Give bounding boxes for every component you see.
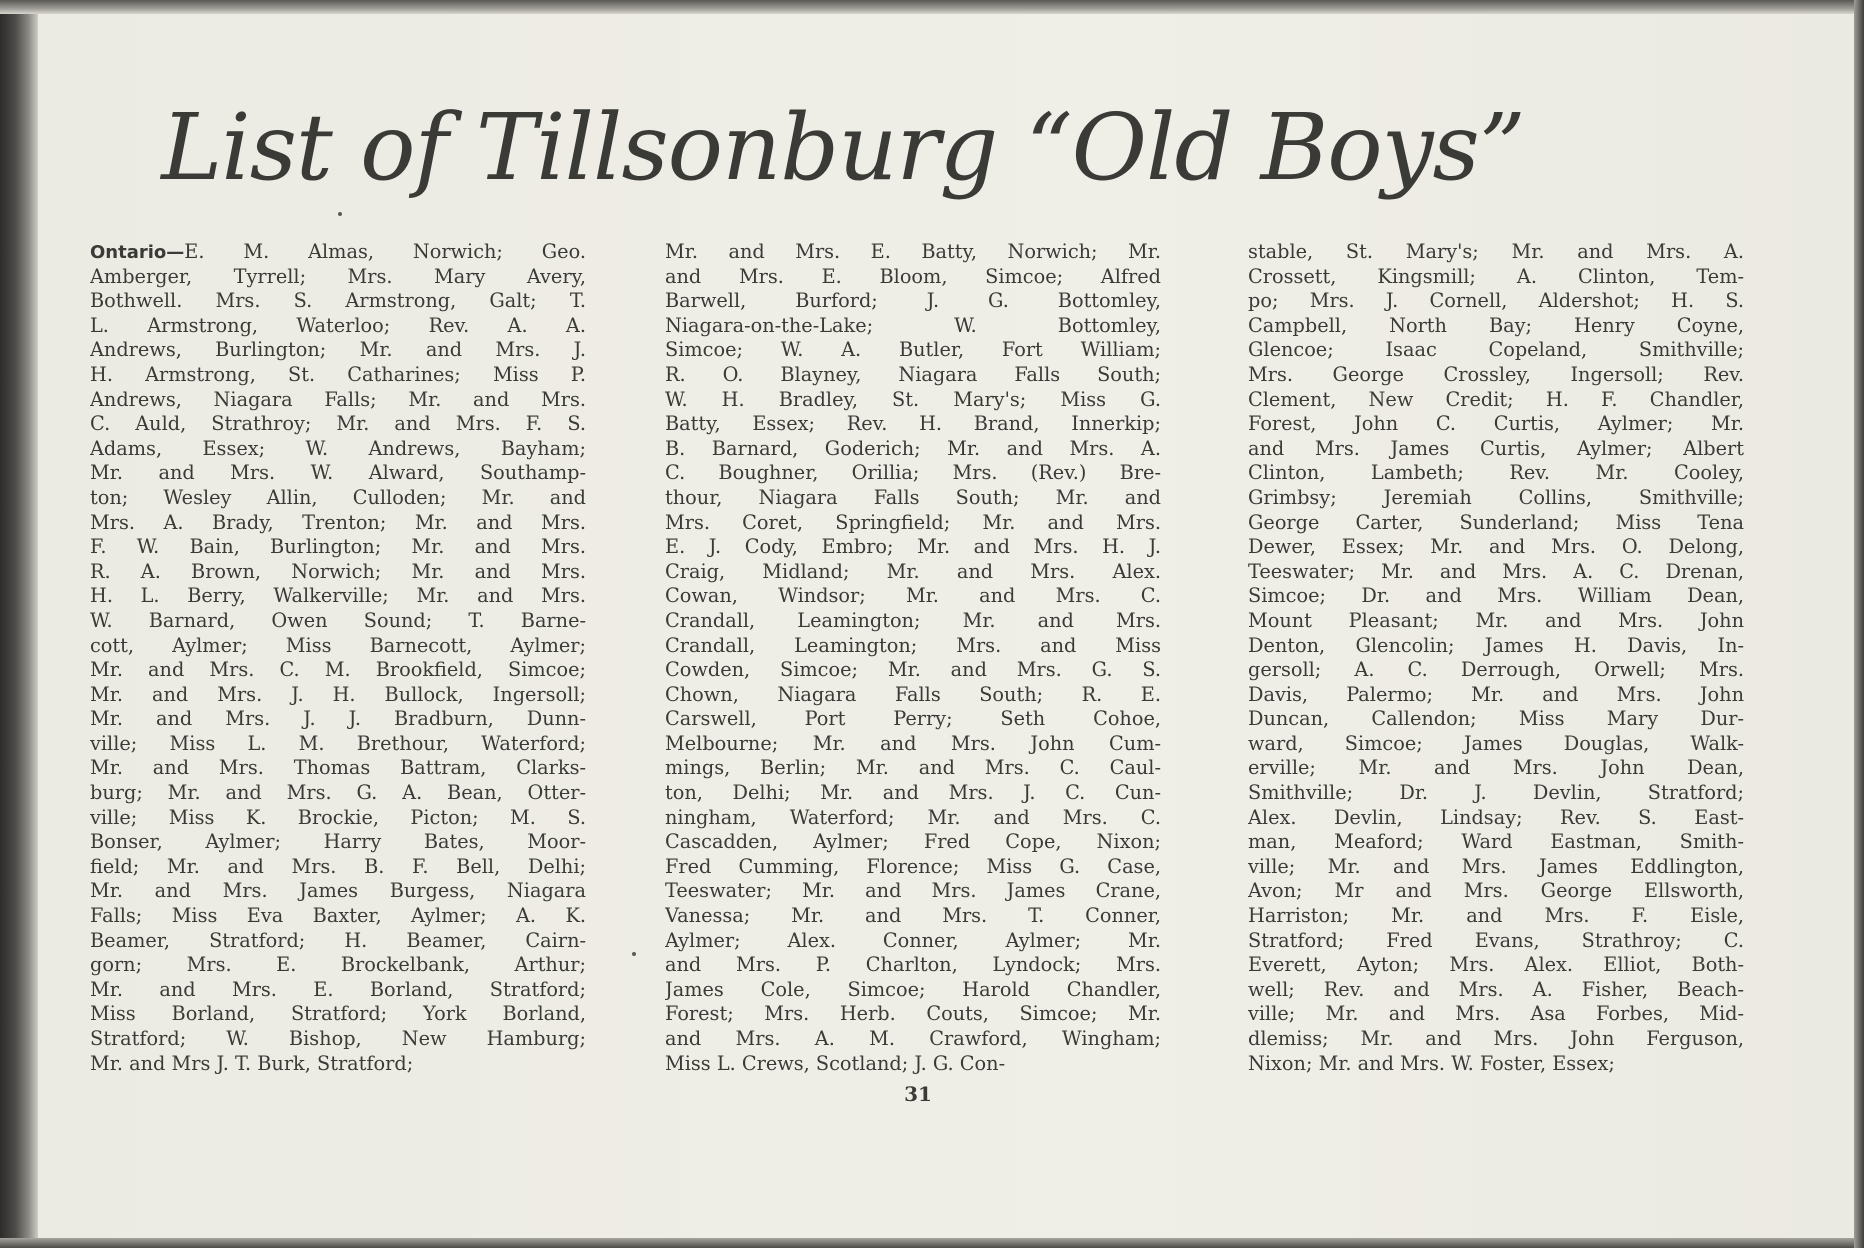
- text-line: Niagara-on-the-Lake; W. Bottomley,: [665, 313, 1161, 337]
- text-line: ville; Mr. and Mrs. James Eddlington,: [1248, 854, 1744, 878]
- text-line: Crandall, Leamington; Mr. and Mrs.: [665, 608, 1161, 632]
- text-line: Simcoe; W. A. Butler, Fort William;: [665, 338, 1161, 362]
- text-line: Mr. and Mrs. C. M. Brookfield, Simcoe;: [90, 658, 586, 682]
- text-line: Smithville; Dr. J. Devlin, Stratford;: [1248, 781, 1744, 805]
- text-line: Mr. and Mrs. E. Batty, Norwich; Mr.: [665, 240, 1161, 263]
- page: [38, 14, 1854, 1238]
- text-line: Cascadden, Aylmer; Fred Cope, Nixon;: [665, 830, 1161, 854]
- column-1: [90, 240, 586, 1076]
- text-line: Batty, Essex; Rev. H. Brand, Innerkip;: [665, 412, 1161, 436]
- text-line: Forest, John C. Curtis, Aylmer; Mr.: [1248, 412, 1744, 436]
- text-line: Simcoe; Dr. and Mrs. William Dean,: [1248, 584, 1744, 608]
- text-line: H. Armstrong, St. Catharines; Miss P.: [90, 362, 586, 386]
- paper-speck: [338, 212, 342, 216]
- text-line: and Mrs. P. Charlton, Lyndock; Mrs.: [665, 953, 1161, 977]
- text-line: Dewer, Essex; Mr. and Mrs. O. Delong,: [1248, 535, 1744, 559]
- text-line: Avon; Mr and Mrs. George Ellsworth,: [1248, 879, 1744, 903]
- text-line: Alex. Devlin, Lindsay; Rev. S. East-: [1248, 805, 1744, 829]
- text-line: man, Meaford; Ward Eastman, Smith-: [1248, 830, 1744, 854]
- text-line: Mr. and Mrs. J. J. Bradburn, Dunn-: [90, 707, 586, 731]
- text-line: Andrews, Burlington; Mr. and Mrs. J.: [90, 338, 586, 362]
- text-line: and Mrs. E. Bloom, Simcoe; Alfred: [665, 264, 1161, 288]
- text-line: Grimbsy; Jeremiah Collins, Smithville;: [1248, 485, 1744, 509]
- top-page-edge: [0, 0, 1864, 14]
- text-line: Amberger, Tyrrell; Mrs. Mary Avery,: [90, 264, 586, 288]
- text-line: Fred Cumming, Florence; Miss G. Case,: [665, 854, 1161, 878]
- text-line: Duncan, Callendon; Miss Mary Dur-: [1248, 707, 1744, 731]
- text-line: C. Boughner, Orillia; Mrs. (Rev.) Bre-: [665, 461, 1161, 485]
- text-line: Cowan, Windsor; Mr. and Mrs. C.: [665, 584, 1161, 608]
- paper-speck: [632, 952, 636, 956]
- text-line: Chown, Niagara Falls South; R. E.: [665, 682, 1161, 706]
- text-line: Clinton, Lambeth; Rev. Mr. Cooley,: [1248, 461, 1744, 485]
- text-line: W. Barnard, Owen Sound; T. Barne-: [90, 608, 586, 632]
- text-line: Mr. and Mrs J. T. Burk, Stratford;: [90, 1051, 414, 1075]
- book-spine-shadow: [0, 0, 38, 1248]
- text-line: Davis, Palermo; Mr. and Mrs. John: [1248, 682, 1744, 706]
- text-line: Stratford; W. Bishop, New Hamburg;: [90, 1027, 586, 1050]
- text-line: Bonser, Aylmer; Harry Bates, Moor-: [90, 830, 586, 854]
- text-line: thour, Niagara Falls South; Mr. and: [665, 485, 1161, 509]
- text-line: C. Auld, Strathroy; Mr. and Mrs. F. S.: [90, 412, 586, 436]
- text-line: ville; Miss L. M. Brethour, Waterford;: [90, 731, 586, 755]
- text-line: po; Mrs. J. Cornell, Aldershot; H. S.: [1248, 289, 1744, 313]
- text-line: Stratford; Fred Evans, Strathroy; C.: [1248, 928, 1744, 952]
- text-line: Nixon; Mr. and Mrs. W. Foster, Essex;: [1248, 1051, 1615, 1075]
- text-line: Mr. and Mrs. E. Borland, Stratford;: [90, 977, 586, 1001]
- text-line: mings, Berlin; Mr. and Mrs. C. Caul-: [665, 756, 1161, 780]
- text-line: Denton, Glencolin; James H. Davis, In-: [1248, 633, 1744, 657]
- page-title: List of Tillsonburg “Old Boys”: [161, 94, 1525, 201]
- text-line: Mr. and Mrs. James Burgess, Niagara: [90, 879, 586, 903]
- text-line: Cowden, Simcoe; Mr. and Mrs. G. S.: [665, 658, 1161, 682]
- text-line: Melbourne; Mr. and Mrs. John Cum-: [665, 731, 1161, 755]
- text-line: field; Mr. and Mrs. B. F. Bell, Delhi;: [90, 854, 586, 878]
- text-line: stable, St. Mary's; Mr. and Mrs. A.: [1248, 240, 1744, 263]
- text-line: ville; Mr. and Mrs. Asa Forbes, Mid-: [1248, 1002, 1744, 1026]
- text-line: and Mrs. A. M. Crawford, Wingham;: [665, 1027, 1161, 1050]
- column-2: [665, 240, 1161, 1076]
- text-line: Glencoe; Isaac Copeland, Smithville;: [1248, 338, 1744, 362]
- text-line: Andrews, Niagara Falls; Mr. and Mrs.: [90, 387, 586, 411]
- text-line: George Carter, Sunderland; Miss Tena: [1248, 510, 1744, 534]
- text-line: R. O. Blayney, Niagara Falls South;: [665, 362, 1161, 386]
- text-line: burg; Mr. and Mrs. G. A. Bean, Otter-: [90, 781, 586, 805]
- text-line: Teeswater; Mr. and Mrs. James Crane,: [665, 879, 1161, 903]
- text-line: Aylmer; Alex. Conner, Aylmer; Mr.: [665, 928, 1161, 952]
- text-line: Crossett, Kingsmill; A. Clinton, Tem-: [1248, 264, 1744, 288]
- text-line: Mrs. George Crossley, Ingersoll; Rev.: [1248, 362, 1744, 386]
- region-label: Ontario—: [90, 242, 185, 263]
- text-line: ton; Wesley Allin, Culloden; Mr. and: [90, 485, 586, 509]
- text-line: Clement, New Credit; H. F. Chandler,: [1248, 387, 1744, 411]
- text-line: Mr. and Mrs. Thomas Battram, Clarks-: [90, 756, 586, 780]
- text-line: F. W. Bain, Burlington; Mr. and Mrs.: [90, 535, 586, 559]
- line-text: E. M. Almas, Norwich; Geo.: [184, 240, 586, 263]
- text-line: Mrs. A. Brady, Trenton; Mr. and Mrs.: [90, 510, 586, 534]
- text-line: Mr. and Mrs. J. H. Bullock, Ingersoll;: [90, 682, 586, 706]
- text-line: gersoll; A. C. Derrough, Orwell; Mrs.: [1248, 658, 1744, 682]
- text-line: dlemiss; Mr. and Mrs. John Ferguson,: [1248, 1027, 1744, 1050]
- text-line: gorn; Mrs. E. Brockelbank, Arthur;: [90, 953, 586, 977]
- text-line: Craig, Midland; Mr. and Mrs. Alex.: [665, 559, 1161, 583]
- text-line: Mount Pleasant; Mr. and Mrs. John: [1248, 608, 1744, 632]
- text-line: Crandall, Leamington; Mrs. and Miss: [665, 633, 1161, 657]
- text-line: Adams, Essex; W. Andrews, Bayham;: [90, 436, 586, 460]
- text-line: erville; Mr. and Mrs. John Dean,: [1248, 756, 1744, 780]
- text-line: Barwell, Burford; J. G. Bottomley,: [665, 289, 1161, 313]
- text-line: ville; Miss K. Brockie, Picton; M. S.: [90, 805, 586, 829]
- text-line: Teeswater; Mr. and Mrs. A. C. Drenan,: [1248, 559, 1744, 583]
- text-line: Carswell, Port Perry; Seth Cohoe,: [665, 707, 1161, 731]
- column-3: [1248, 240, 1744, 1076]
- text-line: ward, Simcoe; James Douglas, Walk-: [1248, 731, 1744, 755]
- text-line: Campbell, North Bay; Henry Coyne,: [1248, 313, 1744, 337]
- text-line: Everett, Ayton; Mrs. Alex. Elliot, Both-: [1248, 953, 1744, 977]
- right-page-edge: [1854, 0, 1864, 1248]
- text-line: ton, Delhi; Mr. and Mrs. J. C. Cun-: [665, 781, 1161, 805]
- text-line: ningham, Waterford; Mr. and Mrs. C.: [665, 805, 1161, 829]
- text-line: cott, Aylmer; Miss Barnecott, Aylmer;: [90, 633, 586, 657]
- text-line: W. H. Bradley, St. Mary's; Miss G.: [665, 387, 1161, 411]
- text-line: and Mrs. James Curtis, Aylmer; Albert: [1248, 436, 1744, 460]
- text-line: B. Barnard, Goderich; Mr. and Mrs. A.: [665, 436, 1161, 460]
- text-line: Mrs. Coret, Springfield; Mr. and Mrs.: [665, 510, 1161, 534]
- page-number: 31: [904, 1082, 932, 1106]
- text-line: H. L. Berry, Walkerville; Mr. and Mrs.: [90, 584, 586, 608]
- text-line: [90, 240, 586, 265]
- text-line: Forest; Mrs. Herb. Couts, Simcoe; Mr.: [665, 1002, 1161, 1026]
- text-line: Beamer, Stratford; H. Beamer, Cairn-: [90, 928, 586, 952]
- bottom-page-edge: [0, 1238, 1864, 1248]
- text-line: Falls; Miss Eva Baxter, Aylmer; A. K.: [90, 904, 586, 928]
- text-line: Miss L. Crews, Scotland; J. G. Con-: [665, 1051, 1006, 1075]
- text-line: Miss Borland, Stratford; York Borland,: [90, 1002, 586, 1026]
- text-line: L. Armstrong, Waterloo; Rev. A. A.: [90, 313, 586, 337]
- text-line: James Cole, Simcoe; Harold Chandler,: [665, 977, 1161, 1001]
- text-line: well; Rev. and Mrs. A. Fisher, Beach-: [1248, 977, 1744, 1001]
- text-line: E. J. Cody, Embro; Mr. and Mrs. H. J.: [665, 535, 1161, 559]
- text-line: R. A. Brown, Norwich; Mr. and Mrs.: [90, 559, 586, 583]
- text-line: Mr. and Mrs. W. Alward, Southamp-: [90, 461, 586, 485]
- text-line: Bothwell. Mrs. S. Armstrong, Galt; T.: [90, 289, 586, 313]
- text-line: Harriston; Mr. and Mrs. F. Eisle,: [1248, 904, 1744, 928]
- text-line: Vanessa; Mr. and Mrs. T. Conner,: [665, 904, 1161, 928]
